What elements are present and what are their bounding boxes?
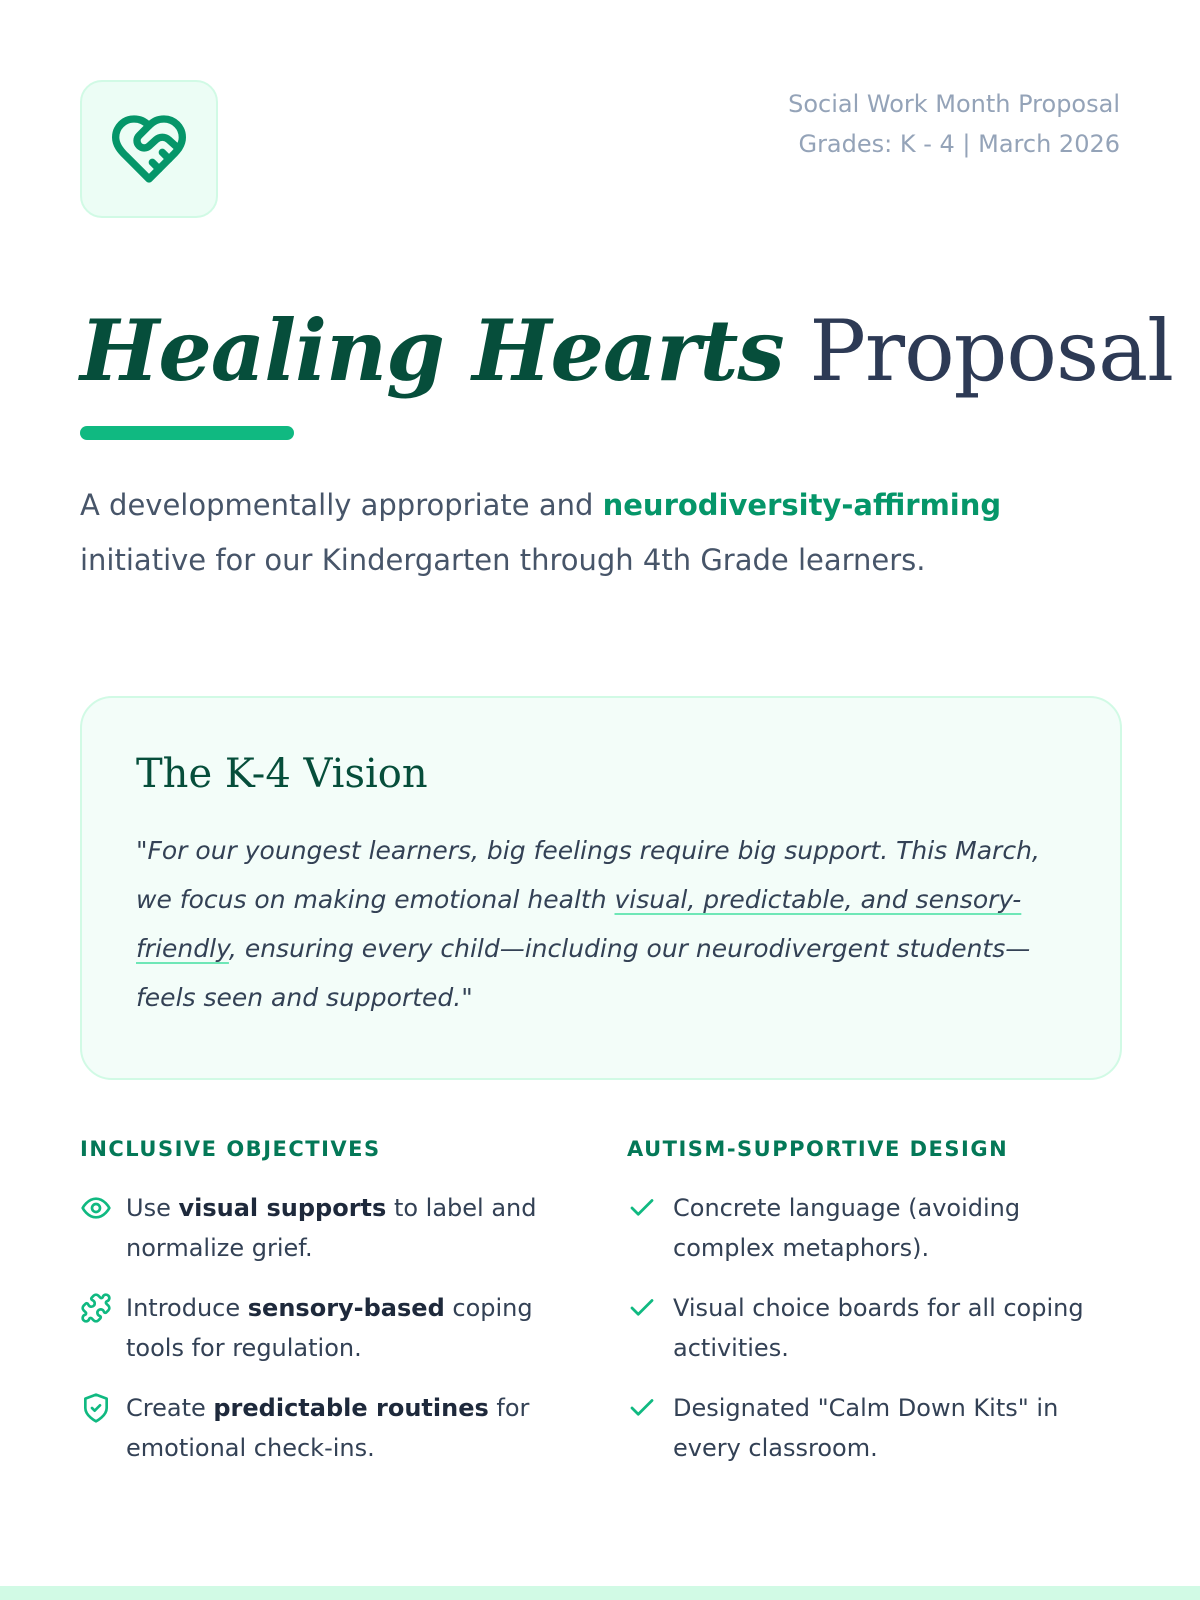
design-heading: AUTISM-SUPPORTIVE DESIGN	[627, 1137, 1009, 1161]
eye-icon	[80, 1192, 112, 1224]
objective-text-end: to label and normalize grief.	[126, 1194, 537, 1262]
list-item	[627, 1188, 1107, 1268]
vision-quote-end: , ensuring every child—including our neurodivergent students—feels seen and supported."	[136, 934, 1031, 1012]
check-icon	[627, 1293, 657, 1323]
list-item	[627, 1388, 1107, 1468]
objective-text	[126, 1188, 560, 1268]
design-item-text: Designated "Calm Down Kits" in every classroom.	[673, 1394, 1059, 1462]
logo	[80, 80, 218, 218]
objective-text	[126, 1288, 560, 1368]
title-accent-bar	[80, 426, 294, 440]
vision-card	[80, 696, 1122, 1080]
objectives-heading: INCLUSIVE OBJECTIVES	[80, 1137, 381, 1161]
list-item	[80, 1388, 560, 1468]
vision-quote-underlined: visual, predictable, and sensory-friendly	[136, 885, 1022, 963]
design-item-text: Concrete language (avoiding complex metaphors).	[673, 1194, 1021, 1262]
design-item-text: Visual choice boards for all coping activities.	[673, 1294, 1084, 1362]
objective-text-end: coping tools for regulation.	[126, 1294, 533, 1362]
objective-text-bold: sensory-based	[247, 1294, 445, 1322]
intro-after: initiative for our Kindergarten through 4th Grade learners.	[80, 543, 926, 577]
heart-handshake-icon	[109, 109, 189, 189]
objective-text-start: Use	[126, 1194, 179, 1222]
list-item	[80, 1288, 560, 1368]
objective-text-start: Introduce	[126, 1294, 248, 1322]
vision-quote	[136, 826, 1066, 1022]
vision-heading: The K-4 Vision	[136, 751, 428, 797]
meta-grades-date: Grades: K - 4 | March 2026	[798, 130, 1120, 158]
autism-supportive-design-section	[627, 1130, 1107, 1488]
intro-highlight: neurodiversity-affirming	[602, 488, 1002, 522]
shield-check-icon	[80, 1392, 112, 1424]
list-item	[627, 1288, 1107, 1368]
vision-quote-start: "For our youngest learners, big feelings require big support. This March, we focus on making emotional health	[136, 836, 1040, 914]
footer-accent-bar	[0, 1586, 1200, 1600]
check-icon	[627, 1393, 657, 1423]
objective-text-bold: visual supports	[178, 1194, 387, 1222]
objective-text	[126, 1388, 560, 1468]
proposal-meta	[788, 84, 1120, 164]
list-item	[80, 1188, 560, 1268]
objective-text-start: Create	[126, 1394, 214, 1422]
inclusive-objectives-section	[80, 1130, 560, 1488]
intro-before: A developmentally appropriate and	[80, 488, 603, 522]
page-title	[80, 296, 1173, 406]
objective-text-bold: predictable routines	[213, 1394, 489, 1422]
check-icon	[627, 1193, 657, 1223]
intro-text	[80, 478, 1080, 588]
objective-text-end: for emotional check-ins.	[126, 1394, 530, 1462]
title-rest: Proposal	[809, 302, 1174, 400]
title-emphasis: Healing Hearts	[80, 301, 784, 400]
puzzle-icon	[80, 1292, 112, 1324]
meta-proposal-type: Social Work Month Proposal	[788, 90, 1120, 118]
